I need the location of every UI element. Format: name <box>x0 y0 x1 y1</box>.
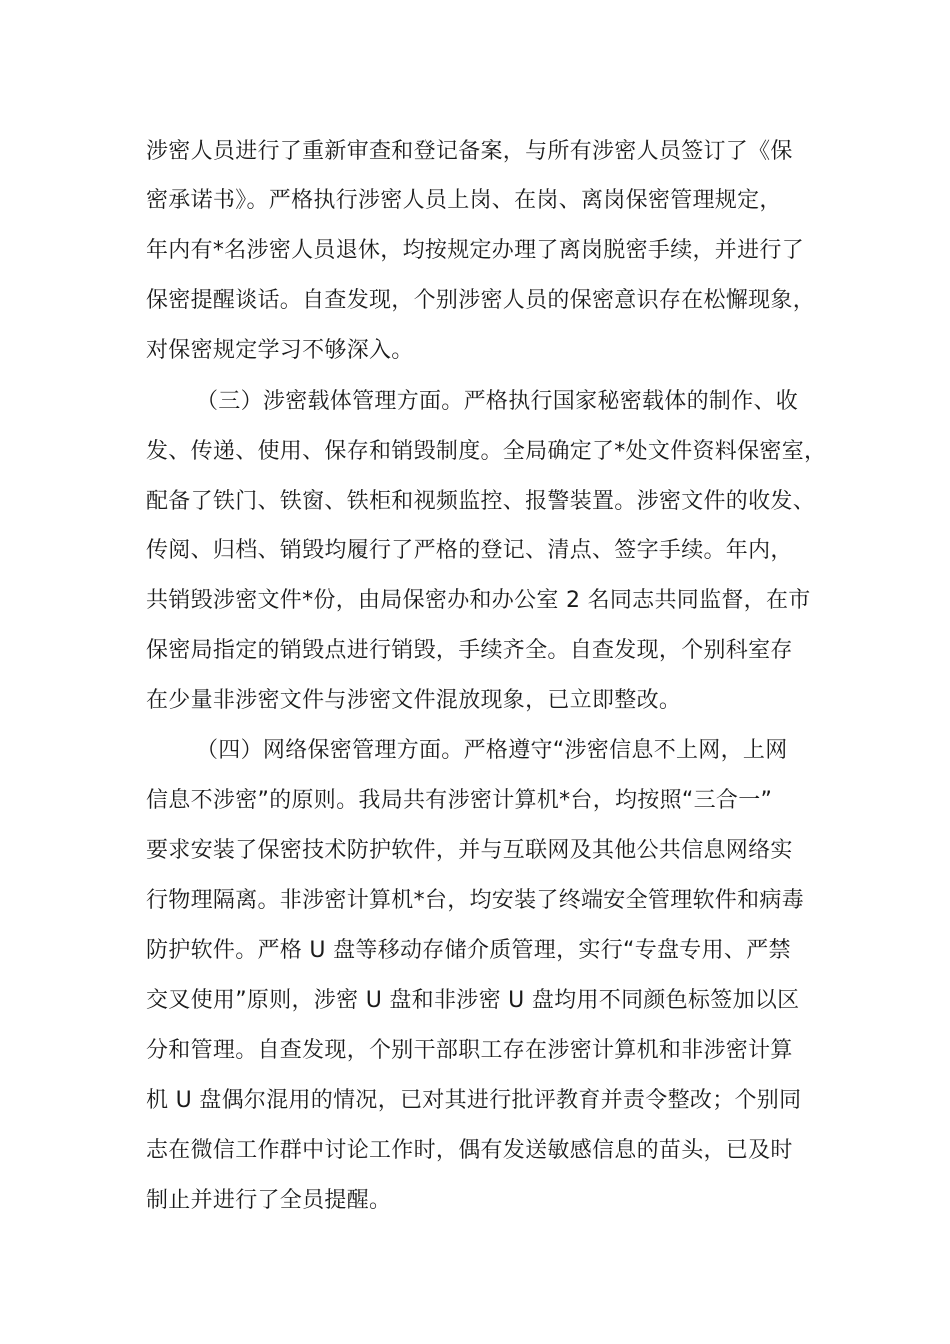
text-line: 机 U 盘偶尔混用的情况，已对其进行批评教育并责令整改；个别同 <box>146 1088 802 1113</box>
text-line: 要求安装了保密技术防护软件，并与互联网及其他公共信息网络实 <box>146 838 793 863</box>
text-line: 涉密人员进行了重新审查和登记备案，与所有涉密人员签订了《保 <box>146 139 793 164</box>
text-line: 发、传递、使用、保存和销毁制度。全局确定了*处文件资料保密室， <box>146 439 827 464</box>
text-line: 年内有*名涉密人员退休，均按规定办理了离岗脱密手续，并进行了 <box>146 238 805 263</box>
text-line: 保密提醒谈话。自查发现，个别涉密人员的保密意识存在松懈现象， <box>146 288 816 313</box>
text-line: 共销毁涉密文件*份，由局保密办和办公室 2 名同志共同监督，在市 <box>146 588 811 613</box>
text-line: 对保密规定学习不够深入。 <box>146 338 414 363</box>
text-line: 保密局指定的销毁点进行销毁，手续齐全。自查发现，个别科室存 <box>146 638 793 663</box>
text-line: 传阅、归档、销毁均履行了严格的登记、清点、签字手续。年内， <box>146 538 793 563</box>
text-line: 分和管理。自查发现，个别干部职工存在涉密计算机和非涉密计算 <box>146 1038 793 1063</box>
text-line: 制止并进行了全员提醒。 <box>146 1188 392 1213</box>
text-line: 信息不涉密”的原则。我局共有涉密计算机*台，均按照“三合一” <box>146 788 773 813</box>
text-line: 在少量非涉密文件与涉密文件混放现象，已立即整改。 <box>146 688 682 713</box>
text-line: 行物理隔离。非涉密计算机*台，均安装了终端安全管理软件和病毒 <box>146 888 805 913</box>
text-line: 密承诺书》。严格执行涉密人员上岗、在岗、离岗保密管理规定， <box>146 188 782 213</box>
text-line: （三）涉密载体管理方面。严格执行国家秘密载体的制作、收 <box>196 389 799 414</box>
text-line: 志在微信工作群中讨论工作时，偶有发送敏感信息的苗头，已及时 <box>146 1138 793 1163</box>
text-line: 配备了铁门、铁窗、铁柜和视频监控、报警装置。涉密文件的收发、 <box>146 489 816 514</box>
text-line: 防护软件。严格 U 盘等移动存储介质管理，实行“专盘专用、严禁 <box>146 938 791 963</box>
text-line: （四）网络保密管理方面。严格遵守“涉密信息不上网，上网 <box>196 738 788 763</box>
text-line: 交叉使用”原则，涉密 U 盘和非涉密 U 盘均用不同颜色标签加以区 <box>146 988 800 1013</box>
